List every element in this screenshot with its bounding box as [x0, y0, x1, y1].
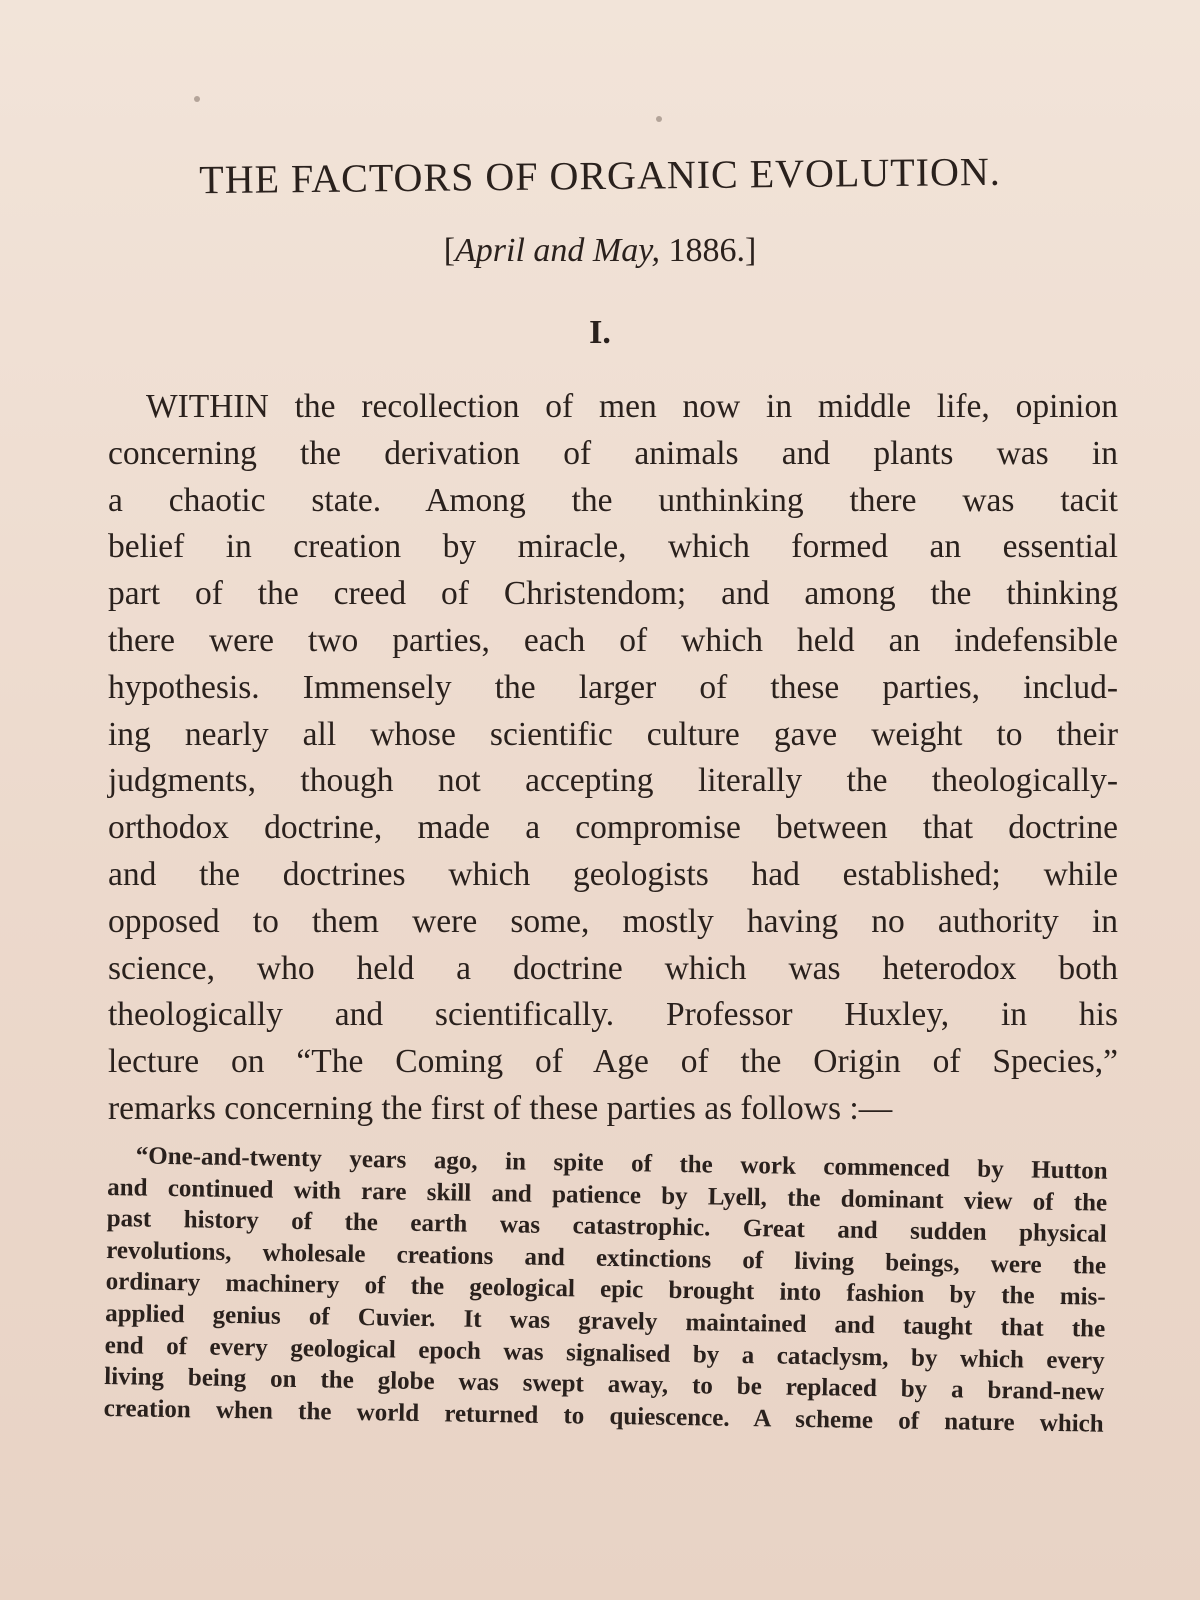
body-paragraph [108, 384, 1118, 1133]
ink-speck [656, 116, 662, 122]
quote-line: “One-and-twenty years ago, in spite of the work commenced by Hutton [135, 1142, 1108, 1185]
block-quote [104, 1140, 1108, 1440]
body-line: theologically and scientifically. Professor Huxley, in his [108, 996, 1118, 1034]
dateline [0, 232, 1200, 270]
quote-line: living being on the globe was swept away, to be replaced by a brand-new [104, 1363, 1105, 1406]
body-line: hypothesis. Immensely the larger of these parties, includ- [108, 668, 1118, 706]
body-line: and the doctrines which geologists had established; while [108, 855, 1118, 893]
quote-line: applied genius of Cuvier. It was gravely maintained and taught that the [105, 1299, 1106, 1343]
dateline-bracket: [ [443, 232, 456, 269]
body-line: there were two parties, each of which held an indefensible [108, 621, 1118, 659]
body-line: science, who held a doctrine which was heterodox both [108, 949, 1118, 987]
quote-line: past history of the earth was catastrophic. Great and sudden physical [106, 1205, 1107, 1248]
body-line: belief in creation by miracle, which formed an essential [108, 528, 1118, 566]
body-line: WITHIN the recollection of men now in middle life, opinion [146, 388, 1118, 425]
body-line: ing nearly all whose scientific culture gave weight to their [108, 715, 1118, 753]
dateline-months: April and May, [455, 232, 660, 269]
quote-line: end of every geological epoch was signalised by a cataclysm, by which every [104, 1331, 1105, 1375]
quote-line: creation when the world returned to quiescence. A scheme of nature which [103, 1394, 1104, 1438]
quote-line: and continued with rare skill and patience by Lyell, the dominant view of the [107, 1173, 1108, 1217]
body-line: judgments, though not accepting literally the theologically- [108, 762, 1118, 800]
body-line: part of the creed of Christendom; and among the thinking [108, 575, 1118, 613]
ink-speck [194, 96, 200, 102]
body-line: concerning the derivation of animals and plants was in [108, 434, 1118, 472]
chapter-title: THE FACTORS OF ORGANIC EVOLUTION. [199, 148, 1001, 203]
quote-line: ordinary machinery of the geological epic brought into fashion by the mis- [105, 1268, 1106, 1312]
body-line: orthodox doctrine, made a compromise between that doctrine [108, 809, 1118, 847]
body-line: opposed to them were some, mostly having no authority in [108, 902, 1118, 940]
body-line: lecture on “The Coming of Age of the Origin of Species,” [108, 1043, 1118, 1081]
dateline-year: 1886.] [659, 232, 757, 269]
section-number: I. [589, 314, 611, 351]
body-line: remarks concerning the first of these parties as follows :— [108, 1089, 893, 1127]
quote-line: revolutions, wholesale creations and extinctions of living beings, were the [106, 1236, 1107, 1280]
body-line: a chaotic state. Among the unthinking there was tacit [108, 481, 1118, 519]
